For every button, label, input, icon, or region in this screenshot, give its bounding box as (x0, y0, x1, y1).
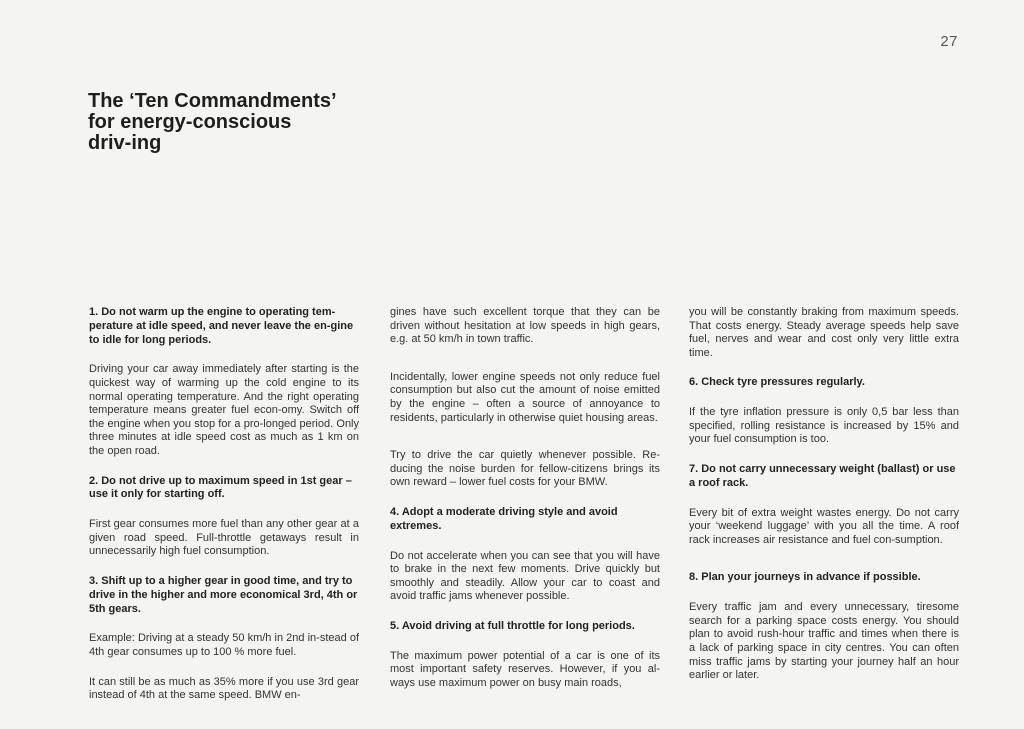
commandment-2-heading: 2. Do not drive up to maximum speed in 1st gear – use it only for starting off. (89, 474, 352, 501)
quiet-driving-paragraph: Try to drive the car quietly whenever possible. Re-ducing the noise burden for fellow-citizens brings its own reward – lower fuel costs for your BMW. (390, 449, 660, 489)
commandment-8-heading: 8. Plan your journeys in advance if possible. (689, 571, 921, 584)
commandment-2-paragraph: First gear consumes more fuel than any other gear at a given road speed. Full-throttle getaways result in unnecessarily high fuel consumption. (89, 518, 359, 558)
commandment-5-paragraph: The maximum power potential of a car is one of its most important safety reserves. However, if you al-ways use maximum power on busy main roads, (390, 649, 660, 689)
commandment-7-heading: 7. Do not carry unnecessary weight (ballast) or use a roof rack. (689, 462, 956, 489)
commandment-4-heading: 4. Adopt a moderate driving style and avoid extremes. (390, 505, 618, 532)
commandment-8-paragraph: Every traffic jam and every unnecessary, tiresome search for a parking space costs energy. You should plan to avoid rush-hour traffic and times when there is a lack of parking space in city centres. You can often miss traffic jams by starting your journey half an hour earlier or later. (689, 601, 959, 682)
page-title: The ‘Ten Commandments’ for energy-conscious driv-ing (88, 90, 336, 154)
commandment-1-heading: 1. Do not warm up the engine to operating tem-perature at idle speed, and never leave the en-gine to idle for long periods. (89, 306, 354, 346)
text-column-1 (89, 306, 359, 703)
text-column-3 (689, 306, 959, 683)
noise-paragraph: Incidentally, lower engine speeds not only reduce fuel consumption but also cut the amount of noise emitted by the engine – often a source of annoyance to residents, particularly in otherwise quiet housing areas. (390, 370, 660, 424)
commandment-3-paragraph-end: gines have such excellent torque that they can be driven without hesitation at low speeds in high gears, e.g. at 50 km/h in town traffic. (390, 306, 660, 346)
page-number: 27 (940, 33, 958, 50)
commandment-5-paragraph-end: you will be constantly braking from maximum speeds. That costs energy. Steady average speeds help save fuel, nerves and wear and cost only very little extra time. (689, 306, 959, 359)
commandment-7-paragraph: Every bit of extra weight wastes energy. Do not carry your ‘weekend luggage’ with you all the time. A roof rack increases air resistance and fuel con-sumption. (689, 506, 959, 546)
commandment-1-paragraph: Driving your car away immediately after starting is the quickest way of warming up the cold engine to its normal operating temperature. And the right operating temperature means greater fuel econ-omy. Switch off the engine when you stop for a pro-longed period. Only three minutes at idle speed cost as much as 1 km on the open road. (89, 363, 359, 457)
commandment-4-paragraph: Do not accelerate when you can see that you will have to brake in the next few moments. Drive quickly but smoothly and steadily. Allow your car to coast and avoid traffic jams whenever possible. (390, 549, 660, 603)
commandment-6-heading: 6. Check tyre pressures regularly. (689, 376, 865, 389)
commandment-3-paragraph-continued: It can still be as much as 35% more if you use 3rd gear instead of 4th at the same speed. BMW en- (89, 675, 359, 702)
text-column-2 (390, 306, 660, 690)
commandment-6-paragraph: If the tyre inflation pressure is only 0,5 bar less than specified, rolling resistance is increased by 15% and your fuel consumption is too. (689, 406, 959, 446)
commandment-3-heading: 3. Shift up to a higher gear in good time, and try to drive in the higher and more economical 3rd, 4th or 5th gears. (89, 574, 358, 615)
commandment-3-paragraph: Example: Driving at a steady 50 km/h in 2nd in-stead of 4th gear consumes up to 100 % more fuel. (89, 632, 359, 658)
commandment-5-heading: 5. Avoid driving at full throttle for long periods. (390, 619, 635, 632)
